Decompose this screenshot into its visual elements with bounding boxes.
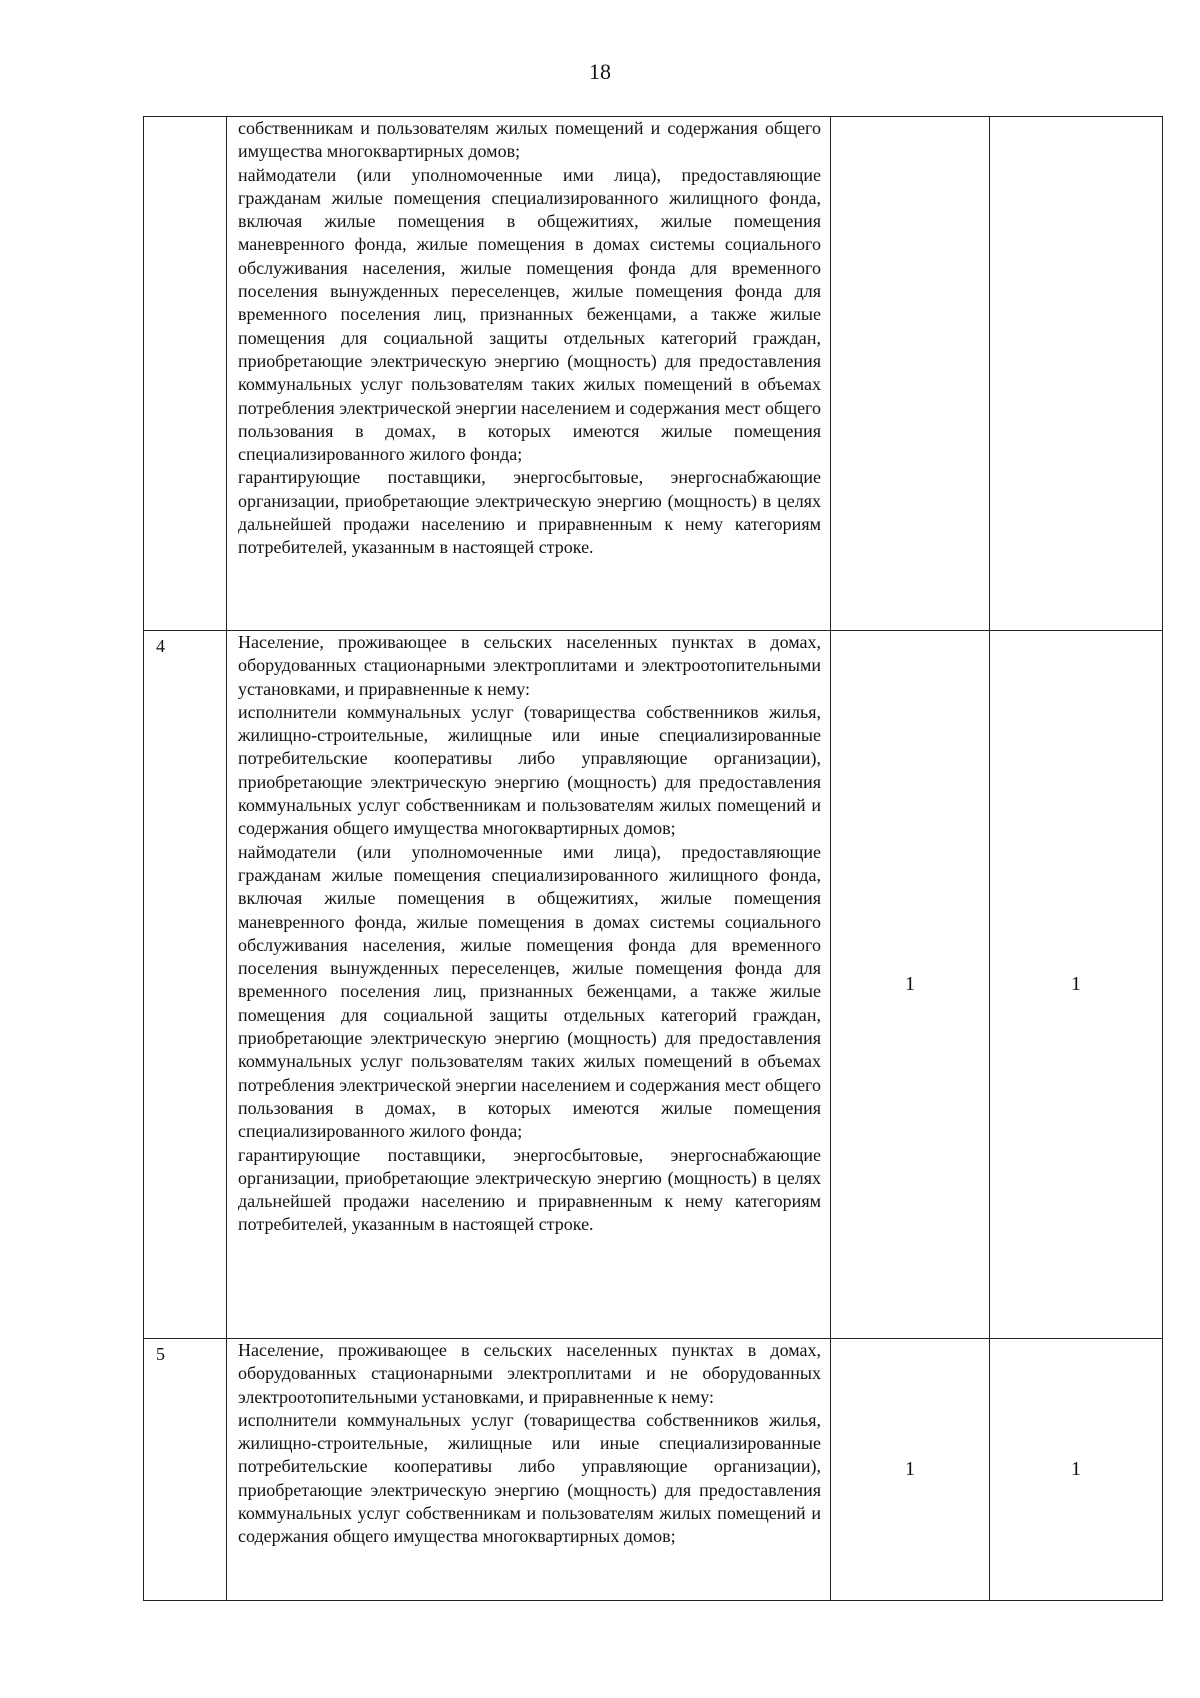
consumer-category xyxy=(227,117,831,631)
value-cell-1: 1 xyxy=(831,631,990,1339)
value-cell-2: 1 xyxy=(990,631,1163,1339)
value-cell-2 xyxy=(990,117,1163,631)
paragraph: Население, проживающее в сельских населенных пунктах в домах, оборудованных стационарными электроплитами и электроотопительными установками, и приравненные к нему: xyxy=(238,632,821,699)
value-cell-2: 1 xyxy=(990,1339,1163,1601)
table-row xyxy=(144,1339,1163,1601)
paragraph: исполнители коммунальных услуг (товарищества собственников жилья, жилищно-строительные, жилищные или иные специализированные потребительские кооперативы либо управляющие организации), приобретающие электрическую энергию (мощность) для предоставления коммунальных услуг собственникам и пользователям жилых помещений и содержания общего имущества многоквартирных домов; xyxy=(238,701,821,839)
value-cell-1: 1 xyxy=(831,1339,990,1601)
paragraph: исполнители коммунальных услуг (товарищества собственников жилья, жилищно-строительные, жилищные или иные специализированные потребительские кооперативы либо управляющие организации), приобретающие электрическую энергию (мощность) для предоставления коммунальных услуг собственникам и пользователям жилых помещений и содержания общего имущества многоквартирных домов; xyxy=(238,1409,821,1547)
row-number: 4 xyxy=(144,631,227,1339)
table-row xyxy=(144,631,1163,1339)
row-number xyxy=(144,117,227,631)
paragraph: гарантирующие поставщики, энергосбытовые, энергоснабжающие организации, приобретающие электрическую энергию (мощность) в целях дальнейшей продажи населению и приравненным к нему категориям потребителей, указанным в настоящей строке. xyxy=(238,1144,821,1235)
paragraph: гарантирующие поставщики, энергосбытовые, энергоснабжающие организации, приобретающие электрическую энергию (мощность) в целях дальнейшей продажи населению и приравненным к нему категориям потребителей, указанным в настоящей строке. xyxy=(238,467,821,558)
consumer-category xyxy=(227,631,831,1339)
paragraph: собственникам и пользователям жилых помещений и содержания общего имущества многоквартирных домов; xyxy=(238,118,821,162)
value-cell-1 xyxy=(831,117,990,631)
tariff-table xyxy=(143,116,1163,1601)
paragraph: Население, проживающее в сельских населенных пунктах в домах, оборудованных стационарными электроплитами и не оборудованных электроотопительными установками, и приравненные к нему: xyxy=(238,1340,821,1407)
page-number: 18 xyxy=(589,59,611,84)
row-number: 5 xyxy=(144,1339,227,1601)
paragraph: наймодатели (или уполномоченные ими лица), предоставляющие гражданам жилые помещения специализированного жилищного фонда, включая жилые помещения в общежитиях, жилые помещения маневренного фонда, жилые помещения в домах системы социального обслуживания населения, жилые помещения фонда для временного поселения вынужденных переселенцев, жилые помещения фонда для временного поселения лиц, признанных беженцами, а также жилые помещения для социальной защиты отдельных категорий граждан, приобретающие электрическую энергию (мощность) для предоставления коммунальных услуг пользователям таких жилых помещений в объемах потребления электрической энергии населением и содержания мест общего пользования в домах, в которых имеются жилые помещения специализированного жилого фонда; xyxy=(238,841,821,1142)
table-row xyxy=(144,117,1163,631)
consumer-category xyxy=(227,1339,831,1601)
paragraph: наймодатели (или уполномоченные ими лица), предоставляющие гражданам жилые помещения специализированного жилищного фонда, включая жилые помещения в общежитиях, жилые помещения маневренного фонда, жилые помещения в домах системы социального обслуживания населения, жилые помещения фонда для временного поселения вынужденных переселенцев, жилые помещения фонда для временного поселения лиц, признанных беженцами, а также жилые помещения для социальной защиты отдельных категорий граждан, приобретающие электрическую энергию (мощность) для предоставления коммунальных услуг пользователям таких жилых помещений в объемах потребления электрической энергии населением и содержания мест общего пользования в домах, в которых имеются жилые помещения специализированного жилого фонда; xyxy=(238,164,821,465)
